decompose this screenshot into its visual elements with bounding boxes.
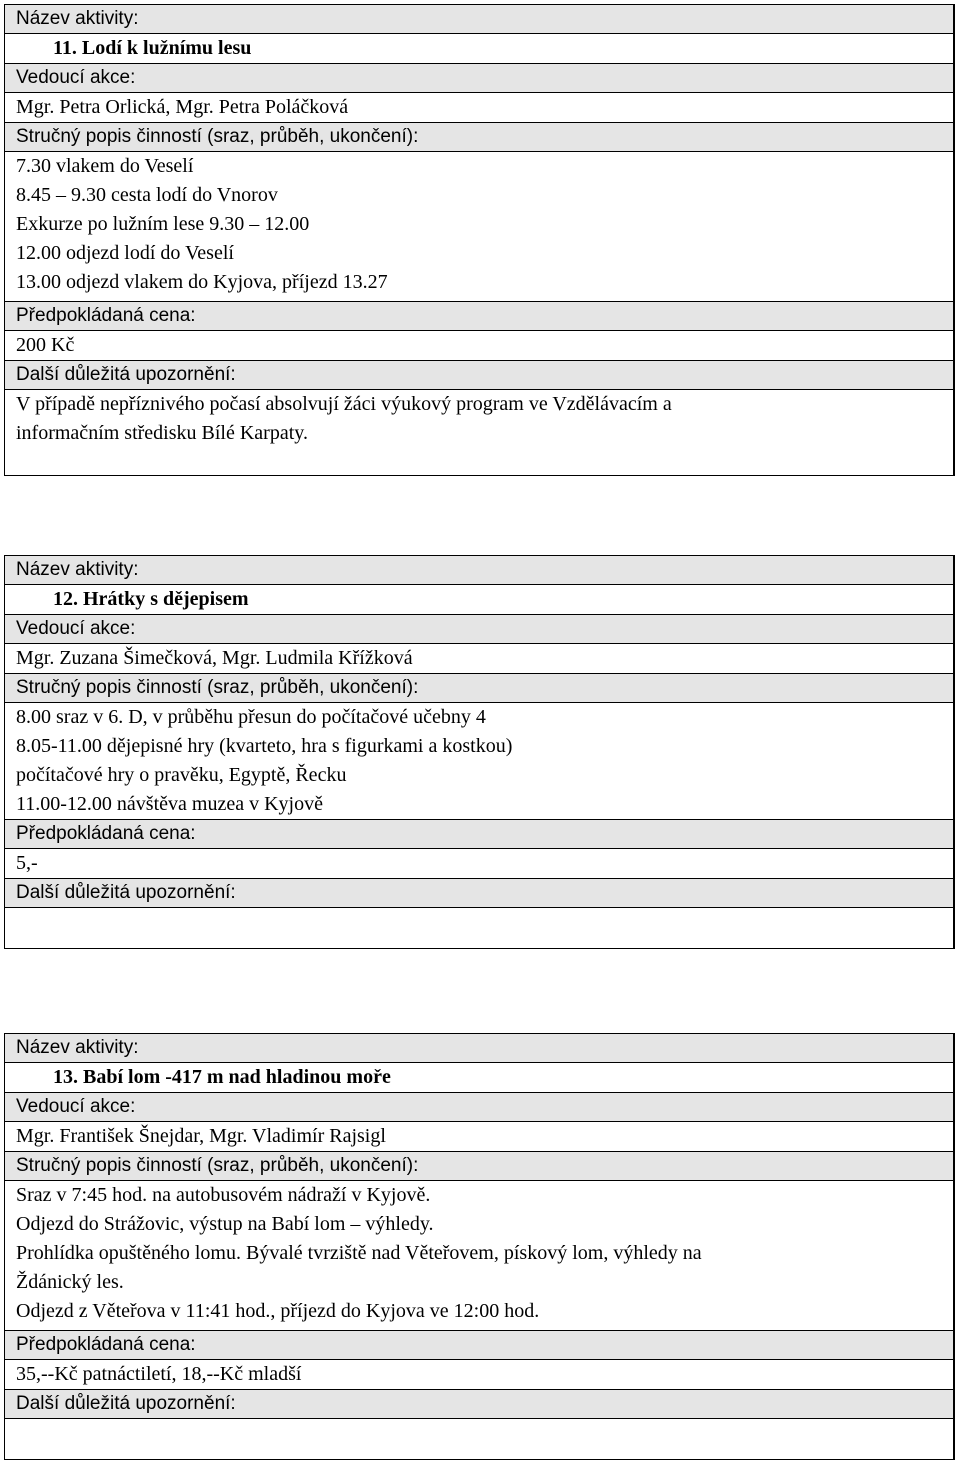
notes-line: V případě nepříznivého počasí absolvují žáci výukový program ve Vzdělávacím a — [16, 393, 672, 415]
activity-card — [4, 4, 955, 476]
leader-label: Vedoucí akce: — [5, 615, 953, 644]
leader-value: Mgr. Petra Orlická, Mgr. Petra Poláčková — [5, 93, 953, 123]
description-line: 11.00-12.00 návštěva muzea v Kyjově — [16, 793, 323, 815]
description-line: 8.45 – 9.30 cesta lodí do Vnorov — [16, 184, 278, 206]
notes-label: Další důležitá upozornění: — [5, 879, 953, 908]
notes-line: informačním středisku Bílé Karpaty. — [16, 422, 308, 444]
description-line: 13.00 odjezd vlakem do Kyjova, příjezd 13.27 — [16, 271, 388, 293]
description-line: Odjezd z Věteřova v 11:41 hod., příjezd do Kyjova ve 12:00 hod. — [16, 1300, 540, 1322]
notes-label: Další důležitá upozornění: — [5, 1390, 953, 1419]
activity-card — [4, 555, 955, 949]
leader-label: Vedoucí akce: — [5, 64, 953, 93]
price-label: Předpokládaná cena: — [5, 1331, 953, 1360]
description-line: Odjezd do Strážovic, výstup na Babí lom – výhledy. — [16, 1213, 434, 1235]
activity-name-label: Název aktivity: — [5, 5, 953, 34]
activity-card — [4, 1033, 955, 1460]
price-label: Předpokládaná cena: — [5, 820, 953, 849]
description-value — [5, 703, 953, 820]
notes-value — [5, 1419, 953, 1459]
activity-name-label: Název aktivity: — [5, 556, 953, 585]
description-line: počítačové hry o pravěku, Egyptě, Řecku — [16, 764, 347, 786]
description-value — [5, 152, 953, 302]
price-value: 5,- — [5, 849, 953, 879]
description-line: Sraz v 7:45 hod. na autobusovém nádraží v Kyjově. — [16, 1184, 431, 1206]
activity-title: 11. Lodí k lužnímu lesu — [5, 34, 953, 64]
description-line: 8.00 sraz v 6. D, v průběhu přesun do počítačové učebny 4 — [16, 706, 486, 728]
description-label: Stručný popis činností (sraz, průběh, ukončení): — [5, 674, 953, 703]
leader-value: Mgr. Zuzana Šimečková, Mgr. Ludmila Křížková — [5, 644, 953, 674]
description-line: 8.05-11.00 dějepisné hry (kvarteto, hra s figurkami a kostkou) — [16, 735, 513, 757]
activity-title: 12. Hrátky s dějepisem — [5, 585, 953, 615]
description-line: Ždánický les. — [16, 1271, 124, 1293]
description-line: 7.30 vlakem do Veselí — [16, 155, 194, 177]
description-label: Stručný popis činností (sraz, průběh, ukončení): — [5, 1152, 953, 1181]
description-line: Exkurze po lužním lese 9.30 – 12.00 — [16, 213, 310, 235]
notes-value — [5, 390, 953, 475]
activity-title: 13. Babí lom -417 m nad hladinou moře — [5, 1063, 953, 1093]
leader-label: Vedoucí akce: — [5, 1093, 953, 1122]
leader-value: Mgr. František Šnejdar, Mgr. Vladimír Rajsigl — [5, 1122, 953, 1152]
price-value: 35,--Kč patnáctiletí, 18,--Kč mladší — [5, 1360, 953, 1390]
description-line: 12.00 odjezd lodí do Veselí — [16, 242, 234, 264]
notes-value — [5, 908, 953, 948]
description-value — [5, 1181, 953, 1331]
price-label: Předpokládaná cena: — [5, 302, 953, 331]
description-line: Prohlídka opuštěného lomu. Bývalé tvrziště nad Věteřovem, pískový lom, výhledy na — [16, 1242, 702, 1264]
price-value: 200 Kč — [5, 331, 953, 361]
notes-label: Další důležitá upozornění: — [5, 361, 953, 390]
activity-name-label: Název aktivity: — [5, 1034, 953, 1063]
description-label: Stručný popis činností (sraz, průběh, ukončení): — [5, 123, 953, 152]
